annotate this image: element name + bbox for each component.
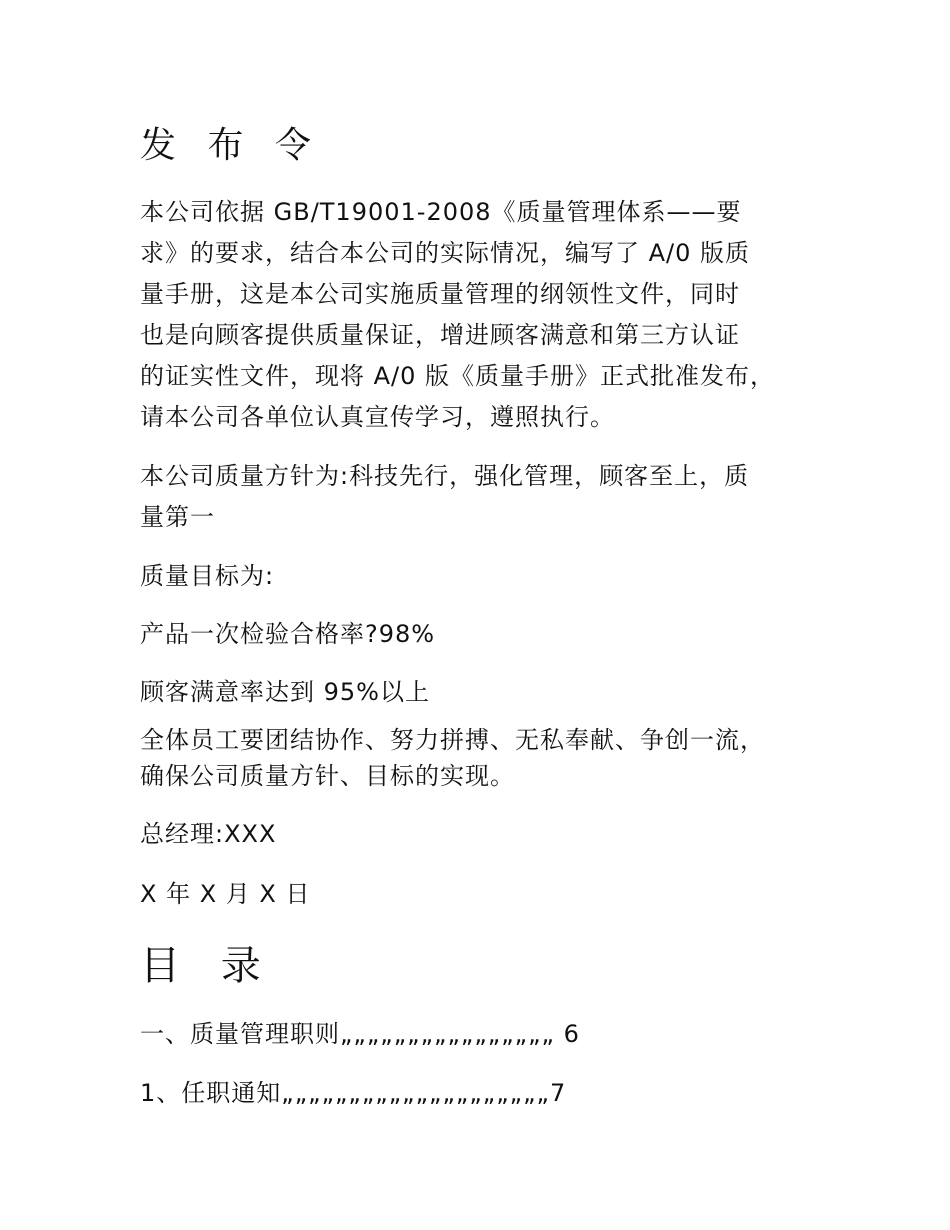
paragraph-line: 的证实性文件，现将 A/0 版《质量手册》正式批准发布，: [140, 362, 776, 390]
objectives-label: 质量目标为:: [140, 562, 275, 590]
closing-line: 全体员工要团结协作、努力拼搏、无私奉献、争创一流，: [140, 726, 765, 754]
signature: 总经理:XXX: [140, 820, 277, 848]
paragraph-line: 本公司依据 GB/T19001-2008《质量管理体系——要: [140, 198, 742, 226]
policy-line: 本公司质量方针为:科技先行，强化管理，顾客至上，质: [140, 462, 750, 490]
paragraph-line: 量手册，这是本公司实施质量管理的纲领性文件，同时: [140, 280, 740, 308]
paragraph-line: 求》的要求，结合本公司的实际情况，编写了 A/0 版质: [140, 239, 751, 267]
paragraph-line: 也是向顾客提供质量保证，增进顾客满意和第三方认证: [140, 321, 740, 349]
toc-entry: 1、任职通知„„„„„„„„„„„„„„„„„„„„7: [140, 1079, 567, 1107]
quality-policy: [140, 456, 830, 538]
toc-entry: 一、质量管理职则„„„„„„„„„„„„„„„„ 6: [140, 1020, 580, 1048]
announcement-title: 发 布 令: [140, 125, 321, 166]
date: X 年 X 月 X 日: [140, 880, 311, 908]
objective-item: 顾客满意率达到 95%以上: [140, 678, 430, 706]
paragraph-line: 请本公司各单位认真宣传学习，遵照执行。: [140, 403, 615, 431]
toc-title: 目 录: [140, 943, 275, 989]
closing-statement: [140, 722, 830, 794]
objective-item: 产品一次检验合格率?98%: [140, 620, 436, 648]
closing-line: 确保公司质量方针、目标的实现。: [140, 762, 515, 790]
announcement-paragraph: [140, 192, 830, 438]
policy-line: 量第一: [140, 503, 215, 531]
